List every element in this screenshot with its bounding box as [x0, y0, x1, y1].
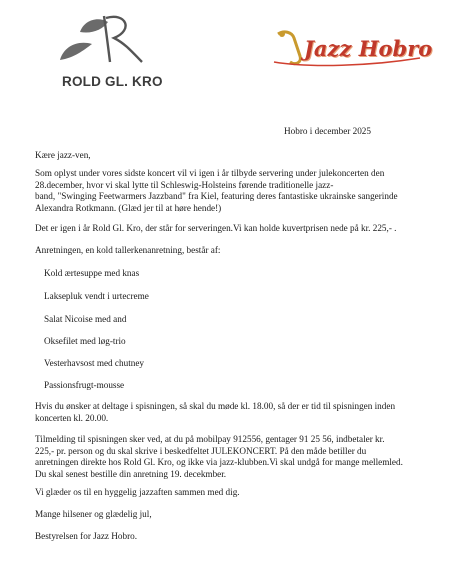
menu-item: Passionsfrugt-mousse — [44, 380, 125, 390]
text-line: Alexandra Rotkmann. (Glæd jer til at høre hende!) — [35, 202, 222, 213]
text-line: Hvis du ønsker at deltage i spisningen, så skal du møde kl. 18.00, så der er tid til spisningen inden — [35, 401, 396, 411]
paragraph-signup — [35, 434, 430, 480]
text-line: Tilmelding til spisningen sker ved, at du på mobilpay 912556, gentager 91 25 56, indbetaler kr. — [35, 434, 385, 444]
jazz-hobro-logo — [270, 22, 433, 72]
paragraph-meeting — [35, 401, 430, 424]
text-line: Du skal senest bestille din anretning 19. decekmber. — [35, 468, 227, 479]
menu-item: Salat Nicoise med and — [44, 314, 127, 324]
greeting: Kære jazz-ven, — [35, 150, 91, 160]
logo-right-text: Jazz Hobro — [304, 36, 433, 61]
text-line: band, "Swinging Feetwarmers Jazzband" fra Kiel, featuring deres fantastiske ukrainske sangerinde — [35, 191, 398, 202]
text-line: Som oplyst under vores sidste koncert vil vi igen i år tilbyde servering under julekoncerten den — [35, 168, 385, 178]
letter-date: Hobro i december 2025 — [284, 126, 371, 136]
text-line: koncerten kl. 20.00. — [35, 412, 109, 423]
menu-intro: Anretningen, en kold tallerkenanretning, består af: — [35, 245, 221, 255]
paragraph-price: Det er igen i år Rold Gl. Kro, der står for serveringen.Vi kan holde kuvertprisen nede på kr. 225,- . — [35, 223, 397, 233]
signature: Bestyrelsen for Jazz Hobro. — [35, 531, 138, 541]
logo-left-text: ROLD GL. KRO — [62, 74, 163, 89]
paragraph-intro — [35, 168, 430, 214]
text-line: 28.december, hvor vi skal lytte til Schleswig-Holsteins førende traditionelle jazz- — [35, 179, 334, 190]
closing-greeting: Mange hilsener og glædelig jul, — [35, 509, 152, 519]
menu-item: Vesterhavsost med chutney — [44, 358, 145, 368]
menu-item: Kold ærtesuppe med knas — [44, 268, 140, 278]
rold-gl-kro-logo — [50, 10, 170, 90]
menu-item: Laksepluk vendt i urtecreme — [44, 291, 149, 301]
leaf-r-icon — [50, 10, 170, 76]
text-line: anretningen direkte hos Rold Gl. Kro, og ikke via jazz-klubben.Vi skal undgå for mange mellemled. — [35, 457, 403, 468]
closing-line: Vi glæder os til en hyggelig jazzaften sammen med dig. — [35, 487, 240, 497]
text-line: 225,- pr. person og du skal skrive i beskedfeltet JULEKONCERT. På den måde betiller du — [35, 445, 367, 456]
menu-item: Oksefilet med løg-trio — [44, 336, 126, 346]
